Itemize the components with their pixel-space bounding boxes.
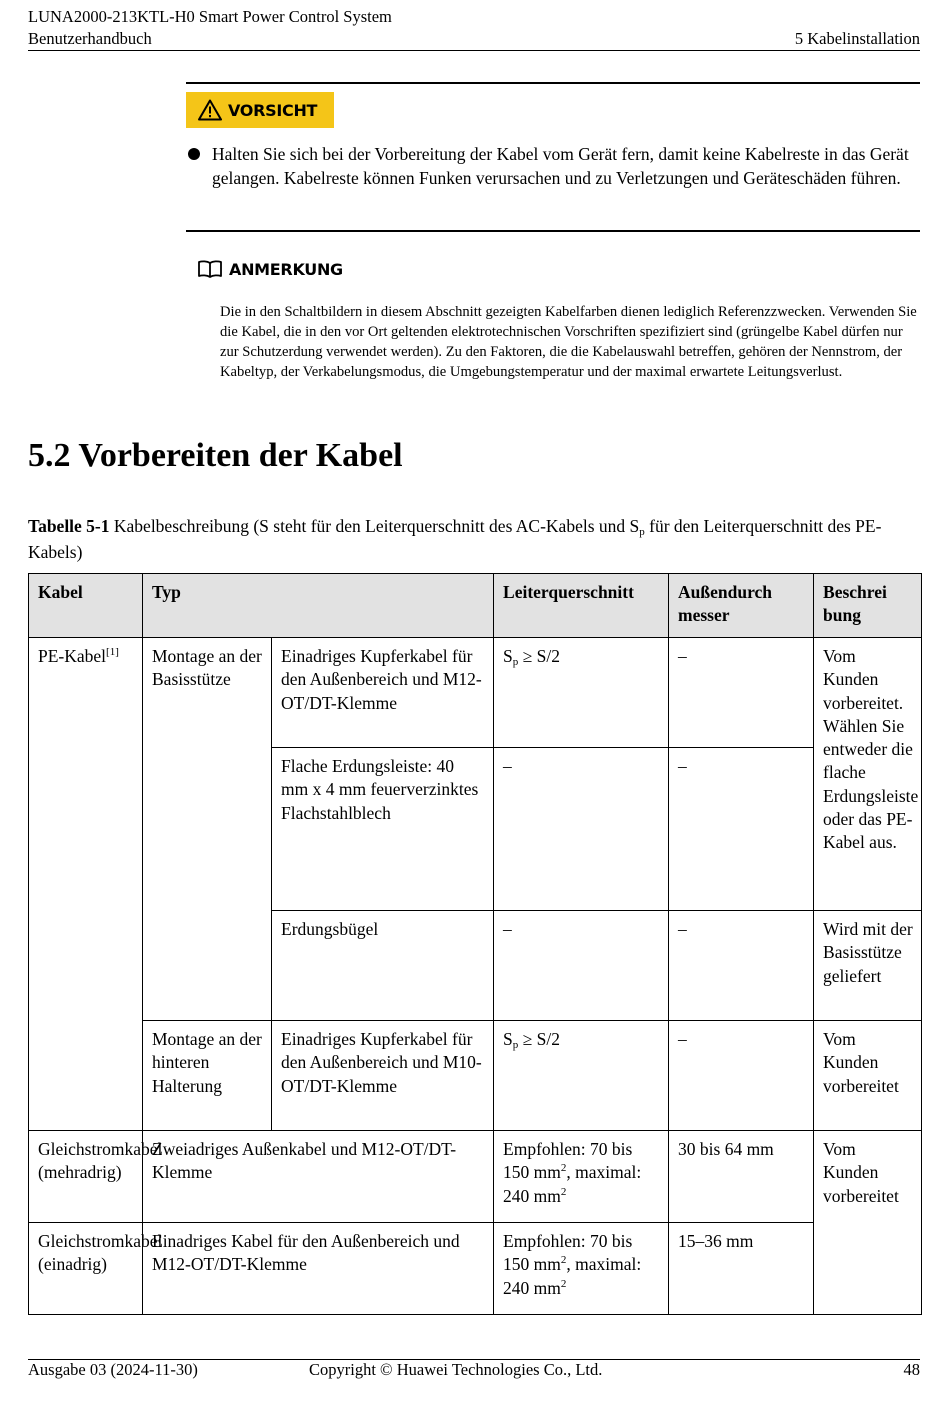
footer-edition: Ausgabe 03 (2024-11-30) [28,1360,198,1379]
product-name: LUNA2000-213KTL-H0 Smart Power Control System [28,7,392,26]
cell-leiter [494,1021,669,1131]
header-aussendurchmesser: Außendurch messer [669,574,814,638]
bullet-icon [188,148,200,160]
table-caption-label: Tabelle 5-1 [28,516,110,536]
cell-type: Einadriges Kabel für den Außenbereich und M12-OT/DT-Klemme [143,1223,494,1315]
cell-leiter: – [494,911,669,1021]
cable-table [28,573,922,1315]
table-caption [28,513,923,565]
cell-aussen: – [669,1021,814,1131]
leiter-text-b: , maximal: 240 mm [503,1254,642,1298]
header-divider [28,50,920,51]
caution-bottom-rule [186,230,920,232]
table-row [29,1021,922,1131]
cell-kabel-dc-multi: Gleichstromkabel (mehradrig) [29,1131,143,1223]
leiter-exp: 2 [560,1277,567,1290]
cell-aussen: – [669,638,814,748]
cell-mount-base: Montage an der Basisstütze [143,638,272,1021]
leiter-text-a: Empfohlen: 70 bis 150 mm [503,1139,633,1183]
table-caption-text-1: Kabelbeschreibung (S steht für den Leiterquerschnitt des AC-Kabels und S [109,516,640,536]
table-header-row [29,574,922,638]
cell-type: Einadriges Kupferkabel für den Außenbereich und M10-OT/DT-Klemme [272,1021,494,1131]
cell-beschreibung: Wird mit der Basisstütze geliefert [814,911,922,1021]
leiter-exp: 2 [560,1162,567,1175]
cell-mount-rear: Montage an der hinteren Halterung [143,1021,272,1131]
section-title: 5.2 Vorbereiten der Kabel [28,437,403,474]
leiter-rest: ≥ S/2 [518,1029,560,1049]
cell-leiter [494,638,669,748]
open-book-icon [197,259,223,279]
table-caption-subscript: p [639,526,645,538]
cell-leiter [494,1131,669,1223]
cell-type: Zweiadriges Außenkabel und M12-OT/DT-Klemme [143,1131,494,1223]
header-leiterquerschnitt: Leiterquerschnitt [494,574,669,638]
footnote-ref: [1] [106,646,119,658]
warning-triangle-icon [198,99,222,121]
note-label: ANMERKUNG [229,259,343,279]
cell-leiter [494,1223,669,1315]
leiter-exp: 2 [560,1254,567,1267]
document-type: Benutzerhandbuch [28,29,152,48]
cell-beschreibung: Vom Kunden vorbereitet [814,1021,922,1131]
table-row [29,1131,922,1223]
cell-type: Einadriges Kupferkabel für den Außenbereich und M12-OT/DT-Klemme [272,638,494,748]
caution-text: Halten Sie sich bei der Vorbereitung der Kabel vom Gerät fern, damit keine Kabelreste in das Gerät gelangen. Kabelreste können Funken verursachen und zu Verletzungen und Geräteschäden führen. [212,144,909,188]
cell-leiter: – [494,748,669,911]
header-typ: Typ [143,574,494,638]
cell-aussen: 30 bis 64 mm [669,1131,814,1223]
note-text: Die in den Schaltbildern in diesem Abschnitt gezeigten Kabelfarben dienen lediglich Referenzzwecken. Verwenden Sie die Kabel, die in den vor Ort geltenden elektrotechnischen Vorschriften spezifiziert sind (grüngelbe Kabel dürfen nur zur Schutzerdung verwendet werden). Zu den Faktoren, die die Kabelauswahl betreffen, gehören der Nennstrom, der Kabeltyp, der Verkabelungsmodus, die Umgebungstemperatur und der maximal erwartete Leitungsverlust. [220,304,917,380]
cell-type: Erdungsbügel [272,911,494,1021]
cell-aussen: – [669,748,814,911]
caution-top-rule [186,82,920,84]
cell-aussen: – [669,911,814,1021]
cell-aussen: 15–36 mm [669,1223,814,1315]
header-kabel: Kabel [29,574,143,638]
cell-beschreibung: Vom Kunden vorbereitet. Wählen Sie entweder die flache Erdungsleiste oder das PE-Kabel aus. [814,638,922,911]
leiter-s: S [503,1029,513,1049]
cell-beschreibung: Vom Kunden vorbereitet [814,1131,922,1315]
cell-type: Flache Erdungsleiste: 40 mm x 4 mm feuerverzinktes Flachstahlblech [272,748,494,911]
leiter-sub: p [512,656,519,668]
table-row [29,1223,922,1315]
caution-badge [186,92,334,128]
leiter-rest: ≥ S/2 [518,646,560,666]
page-number: 48 [903,1360,920,1379]
pe-kabel-text: PE-Kabel [38,646,107,666]
chapter-title: 5 Kabelinstallation [794,29,920,48]
leiter-exp: 2 [560,1185,567,1198]
caution-label: VORSICHT [228,100,318,120]
cell-pe-kabel [29,638,143,1131]
leiter-s: S [503,646,513,666]
header-beschreibung: Beschrei bung [814,574,922,638]
leiter-sub: p [512,1039,519,1051]
table-caption-text-2: für den Leiterquerschnitt des PE-Kabels) [28,516,882,562]
leiter-text-b: , maximal: 240 mm [503,1162,642,1206]
cell-kabel-dc-single: Gleichstromkabel (einadrig) [29,1223,143,1315]
page-header [28,6,392,50]
table-row [29,638,922,748]
note-heading [197,259,343,279]
footer-copyright: Copyright © Huawei Technologies Co., Ltd. [309,1360,603,1379]
leiter-text-a: Empfohlen: 70 bis 150 mm [503,1231,633,1275]
